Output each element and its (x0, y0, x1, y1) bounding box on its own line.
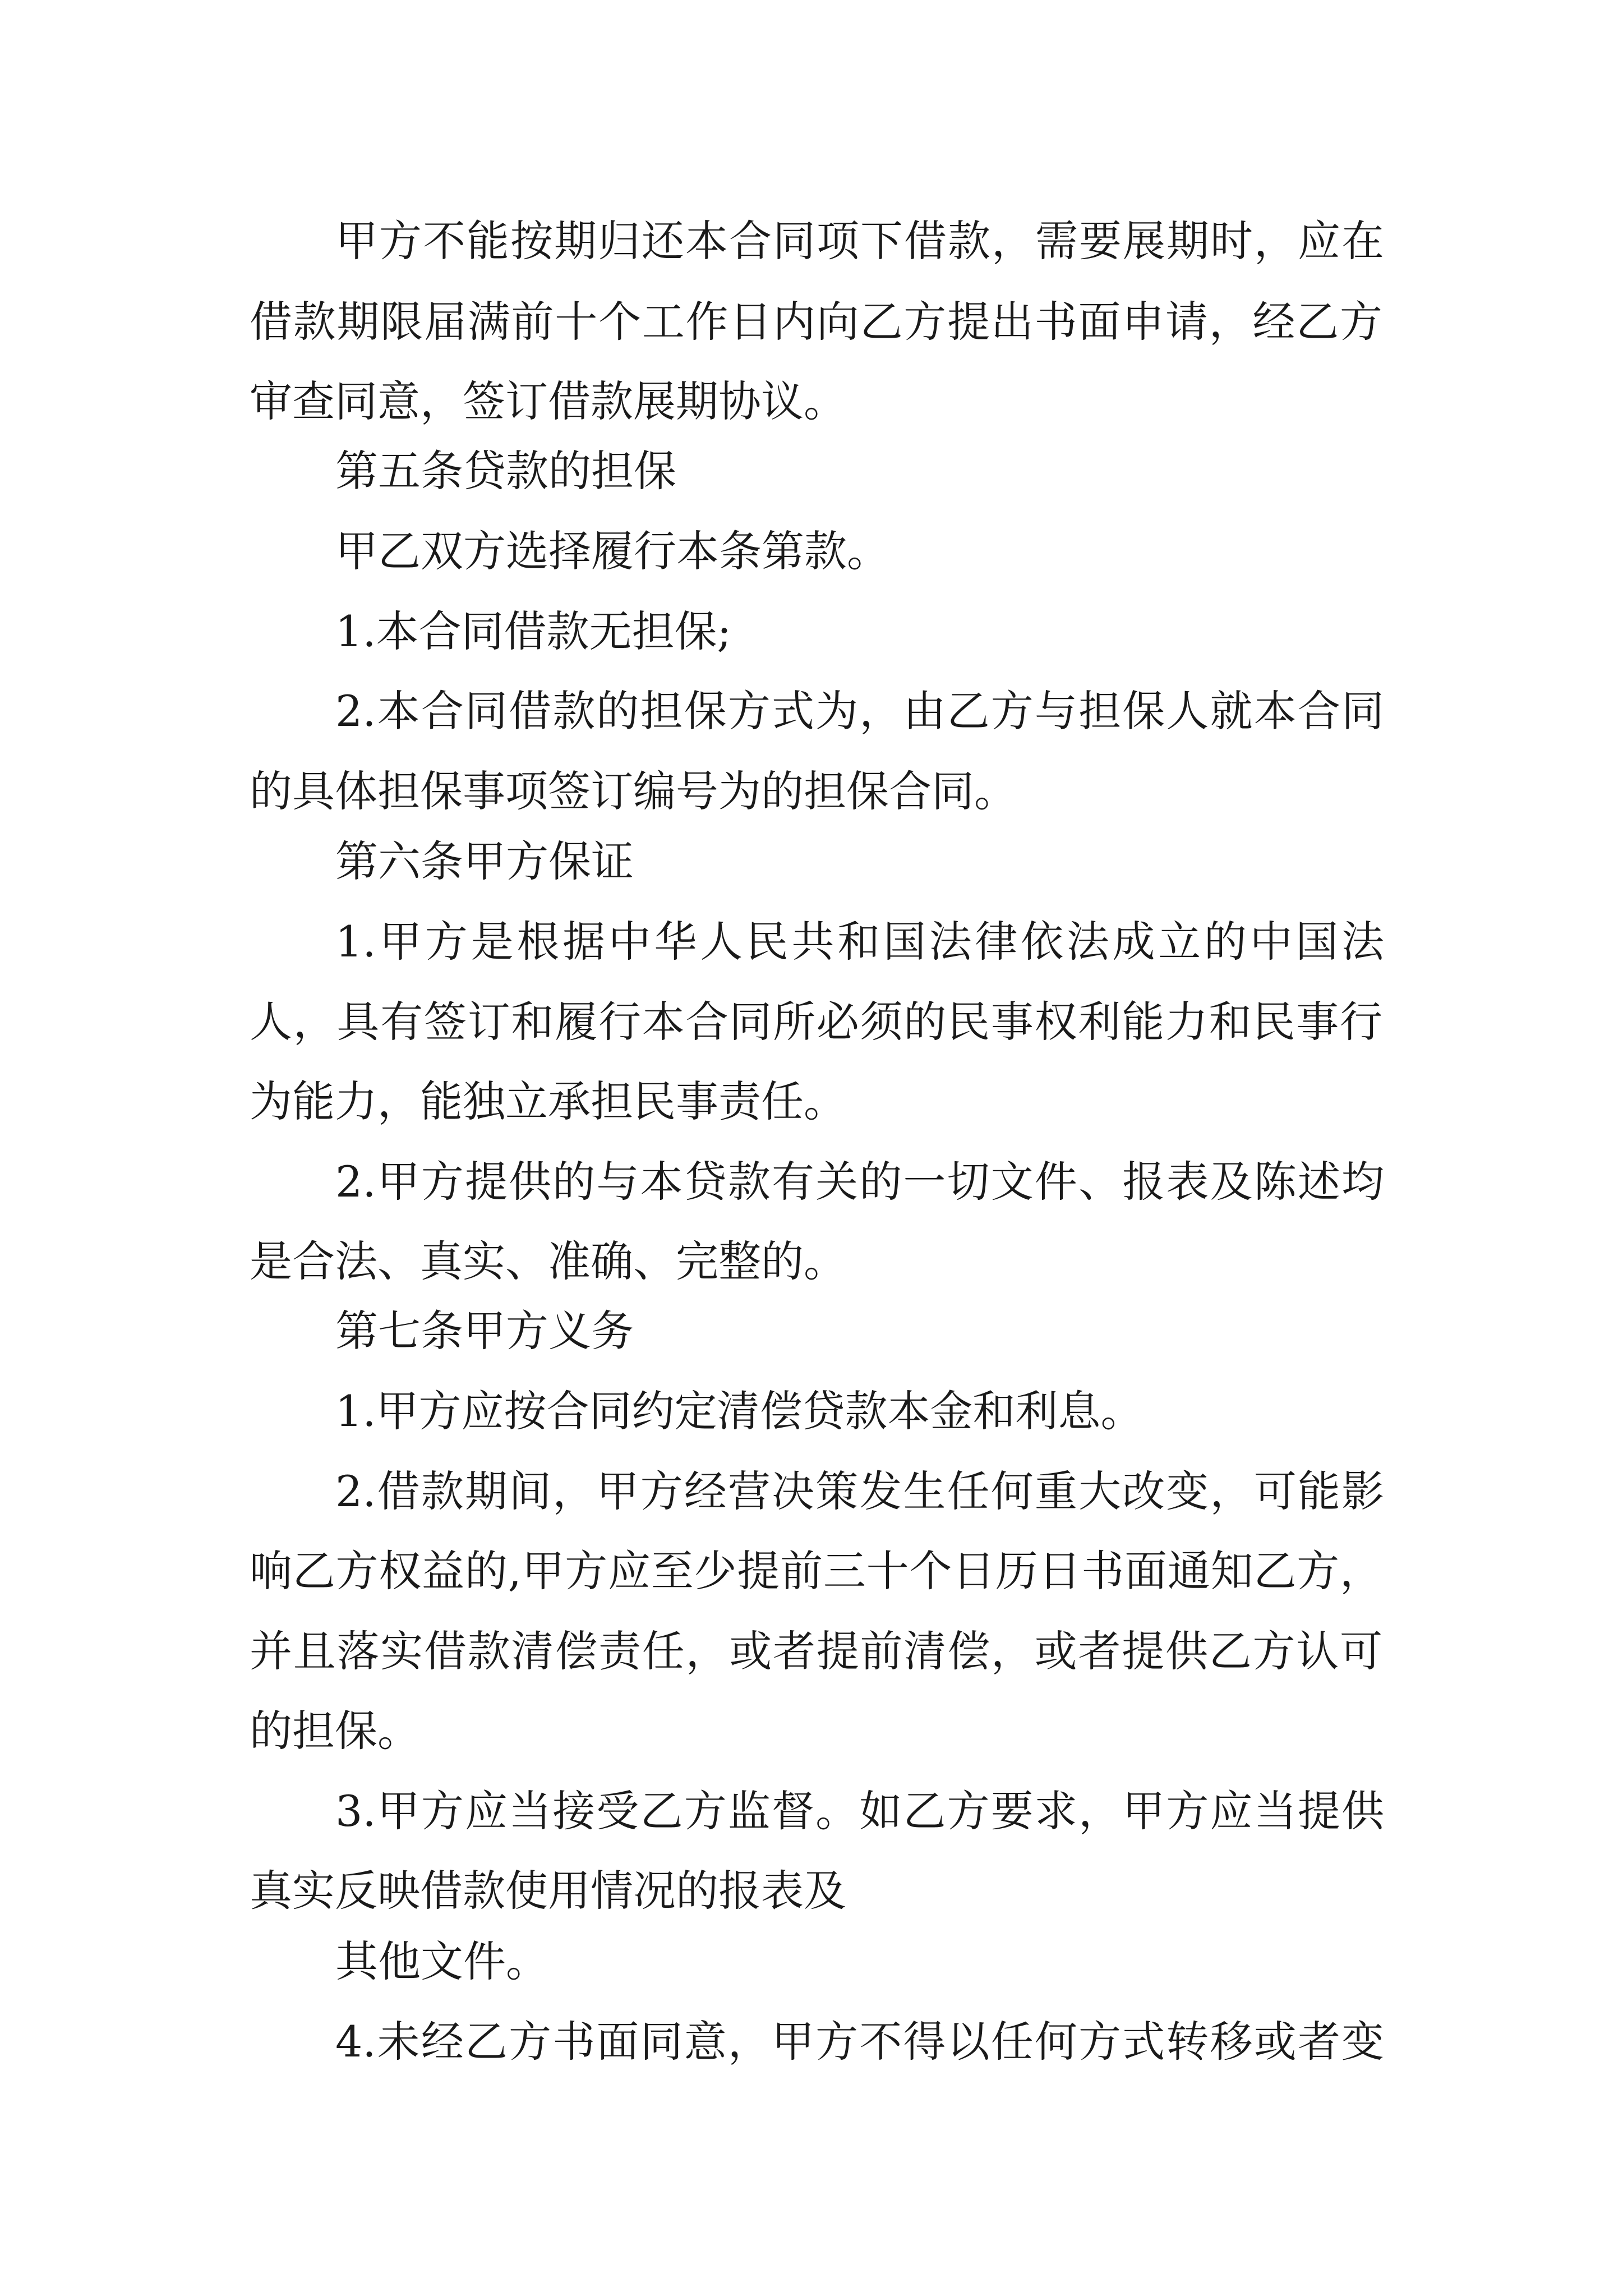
paragraph-line: 甲方不能按期归还本合同项下借款，需要展期时，应在 (335, 216, 1384, 266)
section-heading: 第五条贷款的担保 (335, 446, 676, 496)
list-item: 2.本合同借款的担保方式为，由乙方与担保人就本合同 (335, 686, 1384, 736)
list-item: 3.甲方应当接受乙方监督。如乙方要求，甲方应当提供 (335, 1786, 1384, 1836)
paragraph-line: 审查同意，签订借款展期协议。 (250, 376, 846, 426)
paragraph-line: 人，具有签订和履行本合同所必须的民事权利能力和民事行 (250, 997, 1382, 1047)
paragraph-line: 为能力，能独立承担民事责任。 (250, 1076, 846, 1126)
list-item: 1.甲方应按合同约定清偿贷款本金和利息。 (335, 1386, 1144, 1436)
paragraph-line: 借款期限届满前十个工作日内向乙方提出书面申请，经乙方 (250, 297, 1382, 347)
section-heading: 第六条甲方保证 (335, 836, 634, 886)
paragraph-line: 响乙方权益的,甲方应至少提前三十个日历日书面通知乙方， (250, 1546, 1382, 1596)
list-item: 4.未经乙方书面同意，甲方不得以任何方式转移或者变 (335, 2017, 1384, 2067)
paragraph-line: 是合法、真实、准确、完整的。 (250, 1236, 846, 1286)
paragraph-line: 甲乙双方选择履行本条第款。 (335, 526, 889, 576)
list-item: 1.甲方是根据中华人民共和国法律依法成立的中国法 (335, 917, 1384, 967)
list-item: 2.甲方提供的与本贷款有关的一切文件、报表及陈述均 (335, 1157, 1384, 1207)
paragraph-line: 并且落实借款清偿责任，或者提前清偿，或者提供乙方认可 (250, 1626, 1382, 1676)
paragraph-line: 其他文件。 (335, 1936, 548, 1986)
list-item: 1.本合同借款无担保; (335, 606, 732, 656)
paragraph-line: 的担保。 (250, 1706, 420, 1756)
paragraph-line: 的具体担保事项签订编号为的担保合同。 (250, 766, 1017, 816)
list-item: 2.借款期间，甲方经营决策发生任何重大改变，可能影 (335, 1466, 1384, 1516)
section-heading: 第七条甲方义务 (335, 1306, 634, 1356)
paragraph-line: 真实反映借款使用情况的报表及 (250, 1866, 846, 1916)
